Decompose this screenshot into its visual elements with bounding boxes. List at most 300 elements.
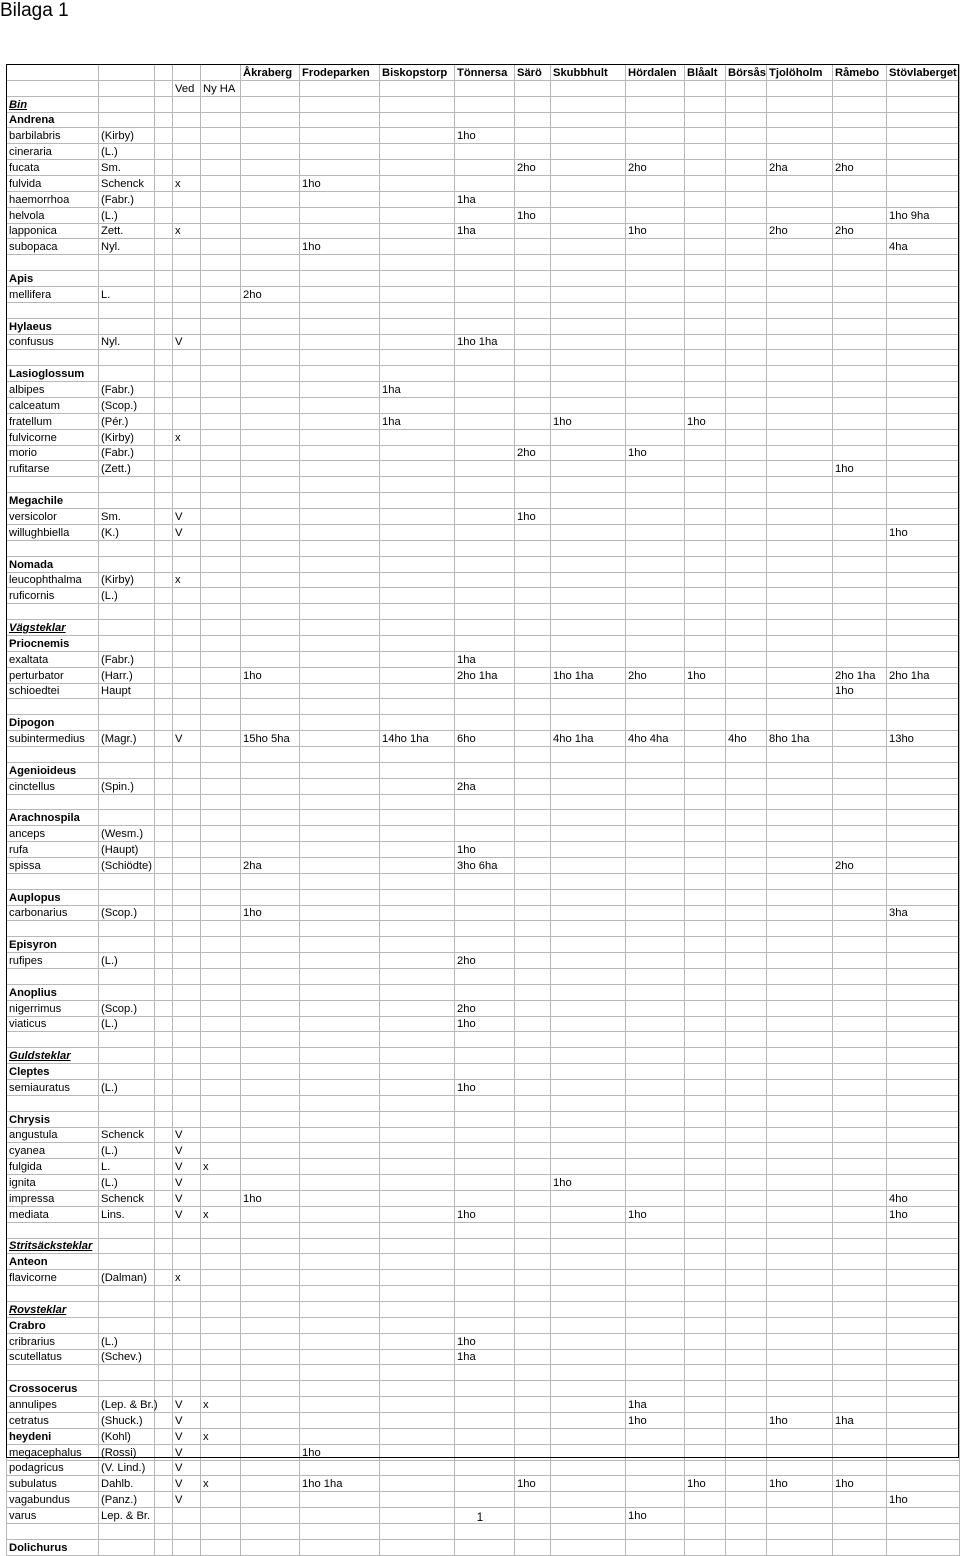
table-cell — [833, 1302, 887, 1318]
table-cell — [300, 271, 380, 287]
table-cell: 1ho — [626, 1508, 685, 1524]
table-cell — [515, 889, 551, 905]
table-cell — [173, 413, 201, 429]
table-cell: Chrysis — [7, 1111, 99, 1127]
table-cell — [726, 223, 767, 239]
table-cell — [551, 1206, 626, 1222]
table-row — [7, 1080, 960, 1096]
table-cell — [767, 128, 833, 144]
table-row — [7, 1254, 960, 1270]
table-cell — [685, 1539, 726, 1555]
table-cell — [515, 255, 551, 271]
table-row — [7, 620, 960, 636]
table-cell — [726, 191, 767, 207]
table-cell — [515, 1222, 551, 1238]
table-cell: 1ho — [887, 524, 960, 540]
table-cell — [515, 524, 551, 540]
table-cell — [300, 524, 380, 540]
table-cell — [626, 509, 685, 525]
table-cell — [626, 1492, 685, 1508]
table-cell — [515, 937, 551, 953]
table-cell — [551, 651, 626, 667]
table-cell — [99, 1238, 155, 1254]
table-cell — [626, 984, 685, 1000]
table-cell — [515, 556, 551, 572]
table-cell — [455, 1492, 515, 1508]
table-cell — [515, 1333, 551, 1349]
table-cell — [767, 524, 833, 540]
table-row — [7, 524, 960, 540]
table-cell — [626, 461, 685, 477]
table-cell — [99, 921, 155, 937]
table-cell — [99, 350, 155, 366]
table-cell — [155, 1111, 173, 1127]
table-cell: 1ho — [455, 1080, 515, 1096]
table-cell — [887, 1238, 960, 1254]
table-cell — [726, 1048, 767, 1064]
table-cell: mellifera — [7, 287, 99, 303]
table-cell — [767, 1444, 833, 1460]
page-number: 1 — [476, 1512, 484, 1524]
table-cell — [241, 461, 300, 477]
table-row — [7, 683, 960, 699]
table-cell — [173, 191, 201, 207]
table-cell: (V. Lind.) — [99, 1460, 155, 1476]
table-cell — [767, 1159, 833, 1175]
table-cell — [201, 350, 241, 366]
table-cell — [201, 1222, 241, 1238]
table-cell — [455, 1476, 515, 1492]
table-cell — [833, 1381, 887, 1397]
table-row — [7, 1317, 960, 1333]
table-cell — [300, 493, 380, 509]
table-cell — [515, 1111, 551, 1127]
table-cell — [455, 1270, 515, 1286]
table-cell: Ny HA — [201, 80, 241, 96]
table-cell — [551, 1317, 626, 1333]
table-cell — [726, 1317, 767, 1333]
table-cell — [7, 604, 99, 620]
table-row — [7, 96, 960, 112]
table-cell — [155, 794, 173, 810]
table-cell — [455, 746, 515, 762]
table-cell — [685, 604, 726, 620]
table-cell — [551, 239, 626, 255]
table-cell — [887, 1254, 960, 1270]
table-cell — [833, 1159, 887, 1175]
table-cell — [380, 112, 455, 128]
table-cell — [155, 937, 173, 953]
table-cell: (Fabr.) — [99, 191, 155, 207]
table-cell — [833, 1365, 887, 1381]
column-header: Tjolöholm — [767, 65, 833, 81]
table-cell — [767, 937, 833, 953]
table-cell: 3ho 6ha — [455, 857, 515, 873]
table-cell — [833, 635, 887, 651]
table-cell — [455, 810, 515, 826]
table-row — [7, 1127, 960, 1143]
table-cell — [767, 588, 833, 604]
table-cell — [551, 1302, 626, 1318]
table-cell — [515, 1048, 551, 1064]
table-cell — [201, 889, 241, 905]
table-cell — [833, 1191, 887, 1207]
table-cell — [515, 810, 551, 826]
table-cell — [380, 651, 455, 667]
table-cell — [380, 794, 455, 810]
table-cell — [833, 1206, 887, 1222]
table-cell — [833, 905, 887, 921]
table-cell — [833, 255, 887, 271]
table-cell — [155, 255, 173, 271]
table-cell — [626, 572, 685, 588]
table-cell — [99, 1032, 155, 1048]
table-cell — [201, 1317, 241, 1333]
table-cell: 1ho — [767, 1413, 833, 1429]
table-cell — [685, 715, 726, 731]
table-row — [7, 366, 960, 382]
table-cell: Episyron — [7, 937, 99, 953]
table-cell — [626, 1270, 685, 1286]
table-cell — [626, 1222, 685, 1238]
table-cell — [626, 873, 685, 889]
table-cell — [887, 1080, 960, 1096]
table-cell — [300, 620, 380, 636]
table-cell — [685, 1206, 726, 1222]
table-cell — [241, 1365, 300, 1381]
table-cell — [726, 1333, 767, 1349]
table-cell — [767, 1080, 833, 1096]
table-cell — [767, 112, 833, 128]
table-cell — [626, 1317, 685, 1333]
table-cell — [626, 778, 685, 794]
table-cell — [380, 80, 455, 96]
table-row — [7, 271, 960, 287]
table-cell — [726, 524, 767, 540]
table-cell — [380, 191, 455, 207]
table-cell — [685, 778, 726, 794]
table-cell — [99, 1095, 155, 1111]
table-cell — [767, 1270, 833, 1286]
table-cell — [626, 842, 685, 858]
table-cell — [726, 794, 767, 810]
table-cell — [626, 968, 685, 984]
table-cell — [155, 905, 173, 921]
table-cell — [201, 96, 241, 112]
table-cell — [380, 889, 455, 905]
table-cell — [241, 1048, 300, 1064]
table-cell: 2ho 1ha — [887, 667, 960, 683]
table-cell — [380, 1397, 455, 1413]
table-cell — [887, 1460, 960, 1476]
table-cell — [767, 493, 833, 509]
table-cell — [626, 112, 685, 128]
table-row — [7, 255, 960, 271]
table-cell: 1ho — [515, 1476, 551, 1492]
table-cell — [173, 271, 201, 287]
table-cell — [455, 1238, 515, 1254]
table-cell — [300, 128, 380, 144]
table-cell — [300, 1238, 380, 1254]
table-cell: V — [173, 1191, 201, 1207]
table-cell — [155, 477, 173, 493]
table-cell — [99, 96, 155, 112]
table-cell — [300, 984, 380, 1000]
table-cell — [300, 207, 380, 223]
table-cell — [767, 429, 833, 445]
table-cell — [300, 350, 380, 366]
table-cell — [380, 635, 455, 651]
table-cell — [626, 1365, 685, 1381]
table-cell — [515, 778, 551, 794]
table-cell — [685, 1175, 726, 1191]
table-cell — [455, 1064, 515, 1080]
table-cell: versicolor — [7, 509, 99, 525]
table-cell — [726, 1238, 767, 1254]
table-cell: (Fabr.) — [99, 382, 155, 398]
table-cell — [455, 1397, 515, 1413]
table-cell — [887, 1064, 960, 1080]
table-cell — [767, 144, 833, 160]
table-cell — [201, 1127, 241, 1143]
table-cell — [551, 810, 626, 826]
table-cell — [300, 1254, 380, 1270]
table-cell — [155, 857, 173, 873]
table-cell — [551, 1095, 626, 1111]
table-cell — [99, 635, 155, 651]
table-cell — [455, 1539, 515, 1555]
table-row — [7, 540, 960, 556]
table-cell — [300, 826, 380, 842]
table-cell: fulvicorne — [7, 429, 99, 445]
table-cell — [201, 255, 241, 271]
table-cell — [173, 1333, 201, 1349]
table-cell — [201, 604, 241, 620]
column-header: Tönnersa — [455, 65, 515, 81]
table-cell — [685, 905, 726, 921]
table-cell — [726, 1222, 767, 1238]
table-cell — [201, 429, 241, 445]
table-row — [7, 1349, 960, 1365]
table-cell — [685, 762, 726, 778]
table-row — [7, 160, 960, 176]
table-cell — [173, 889, 201, 905]
table-cell — [201, 1048, 241, 1064]
table-cell — [155, 1048, 173, 1064]
table-cell — [685, 524, 726, 540]
table-cell — [300, 1032, 380, 1048]
table-cell — [173, 1254, 201, 1270]
table-cell: (L.) — [99, 207, 155, 223]
table-cell — [201, 509, 241, 525]
table-cell — [887, 937, 960, 953]
table-cell — [551, 746, 626, 762]
table-cell — [767, 905, 833, 921]
table-cell — [515, 984, 551, 1000]
table-cell — [767, 334, 833, 350]
table-cell — [155, 540, 173, 556]
table-cell — [767, 604, 833, 620]
table-cell — [380, 1476, 455, 1492]
table-cell — [7, 1286, 99, 1302]
table-cell — [887, 1270, 960, 1286]
table-cell — [833, 429, 887, 445]
table-cell: (L.) — [99, 588, 155, 604]
table-cell — [887, 96, 960, 112]
table-cell — [767, 80, 833, 96]
table-cell — [515, 873, 551, 889]
table-cell — [626, 255, 685, 271]
table-cell — [685, 96, 726, 112]
table-cell — [201, 1032, 241, 1048]
table-cell: Anoplius — [7, 984, 99, 1000]
table-cell — [155, 1032, 173, 1048]
table-cell: 2ho — [515, 160, 551, 176]
table-cell — [833, 493, 887, 509]
table-cell — [241, 762, 300, 778]
table-cell — [887, 794, 960, 810]
table-cell — [626, 287, 685, 303]
table-cell — [685, 1317, 726, 1333]
table-cell — [300, 604, 380, 620]
table-cell — [626, 1286, 685, 1302]
table-cell: Dipogon — [7, 715, 99, 731]
table-cell — [300, 778, 380, 794]
table-cell: schioedtei — [7, 683, 99, 699]
table-cell — [300, 968, 380, 984]
table-cell — [726, 509, 767, 525]
table-cell — [887, 842, 960, 858]
table-cell — [833, 302, 887, 318]
table-cell — [887, 1175, 960, 1191]
table-cell — [626, 540, 685, 556]
table-cell — [173, 1302, 201, 1318]
table-cell — [551, 699, 626, 715]
table-cell — [201, 1016, 241, 1032]
table-cell — [380, 968, 455, 984]
table-cell — [833, 921, 887, 937]
table-cell — [99, 715, 155, 731]
table-cell — [380, 1286, 455, 1302]
table-cell — [300, 857, 380, 873]
table-cell — [380, 255, 455, 271]
table-cell — [726, 604, 767, 620]
table-cell — [515, 1032, 551, 1048]
table-cell — [833, 1064, 887, 1080]
table-cell — [726, 255, 767, 271]
table-cell — [833, 477, 887, 493]
table-cell — [833, 239, 887, 255]
table-cell: (L.) — [99, 144, 155, 160]
table-cell — [241, 191, 300, 207]
table-cell — [515, 921, 551, 937]
table-cell — [726, 984, 767, 1000]
table-cell — [155, 826, 173, 842]
table-cell — [833, 413, 887, 429]
table-cell — [515, 239, 551, 255]
table-cell — [241, 509, 300, 525]
table-cell — [155, 1175, 173, 1191]
table-cell — [241, 1270, 300, 1286]
table-cell: 1ho — [767, 1476, 833, 1492]
table-cell — [201, 683, 241, 699]
table-cell — [515, 1080, 551, 1096]
table-cell — [551, 1397, 626, 1413]
table-cell — [887, 80, 960, 96]
table-cell: subopaca — [7, 239, 99, 255]
table-cell — [455, 683, 515, 699]
table-cell — [551, 255, 626, 271]
table-row — [7, 842, 960, 858]
table-cell — [155, 223, 173, 239]
table-cell — [551, 842, 626, 858]
table-cell — [626, 429, 685, 445]
table-cell — [241, 398, 300, 414]
table-cell — [201, 794, 241, 810]
table-row — [7, 1191, 960, 1207]
table-cell — [685, 588, 726, 604]
table-cell — [685, 1270, 726, 1286]
table-cell — [155, 635, 173, 651]
table-cell — [99, 1381, 155, 1397]
table-cell — [887, 128, 960, 144]
table-cell — [685, 556, 726, 572]
column-header: Särö — [515, 65, 551, 81]
table-cell — [767, 1175, 833, 1191]
table-row — [7, 287, 960, 303]
table-cell — [626, 80, 685, 96]
table-cell — [767, 350, 833, 366]
table-cell — [201, 731, 241, 747]
table-cell: 1ha — [380, 382, 455, 398]
table-cell — [455, 1127, 515, 1143]
table-cell: x — [201, 1206, 241, 1222]
table-row — [7, 1460, 960, 1476]
page-title: Bilaga 1 — [0, 0, 69, 21]
table-cell — [887, 540, 960, 556]
table-cell — [551, 350, 626, 366]
table-cell — [380, 1460, 455, 1476]
table-cell — [726, 1349, 767, 1365]
table-row — [7, 318, 960, 334]
table-cell — [300, 905, 380, 921]
table-cell: (Pér.) — [99, 413, 155, 429]
table-row — [7, 953, 960, 969]
table-cell: fulvida — [7, 176, 99, 192]
table-cell — [767, 1111, 833, 1127]
table-cell — [767, 921, 833, 937]
table-cell — [726, 746, 767, 762]
table-cell — [726, 398, 767, 414]
table-cell — [380, 905, 455, 921]
table-cell: x — [201, 1428, 241, 1444]
table-cell — [515, 493, 551, 509]
table-cell — [551, 1048, 626, 1064]
table-cell: V — [173, 509, 201, 525]
table-cell — [455, 794, 515, 810]
table-cell — [726, 588, 767, 604]
table-cell: V — [173, 1143, 201, 1159]
table-cell — [515, 1397, 551, 1413]
table-cell — [767, 651, 833, 667]
table-cell — [685, 350, 726, 366]
table-cell — [685, 477, 726, 493]
column-header: Frodeparken — [300, 65, 380, 81]
table-cell — [241, 810, 300, 826]
table-cell: 2ho — [626, 160, 685, 176]
table-cell — [685, 1048, 726, 1064]
table-cell — [380, 1381, 455, 1397]
